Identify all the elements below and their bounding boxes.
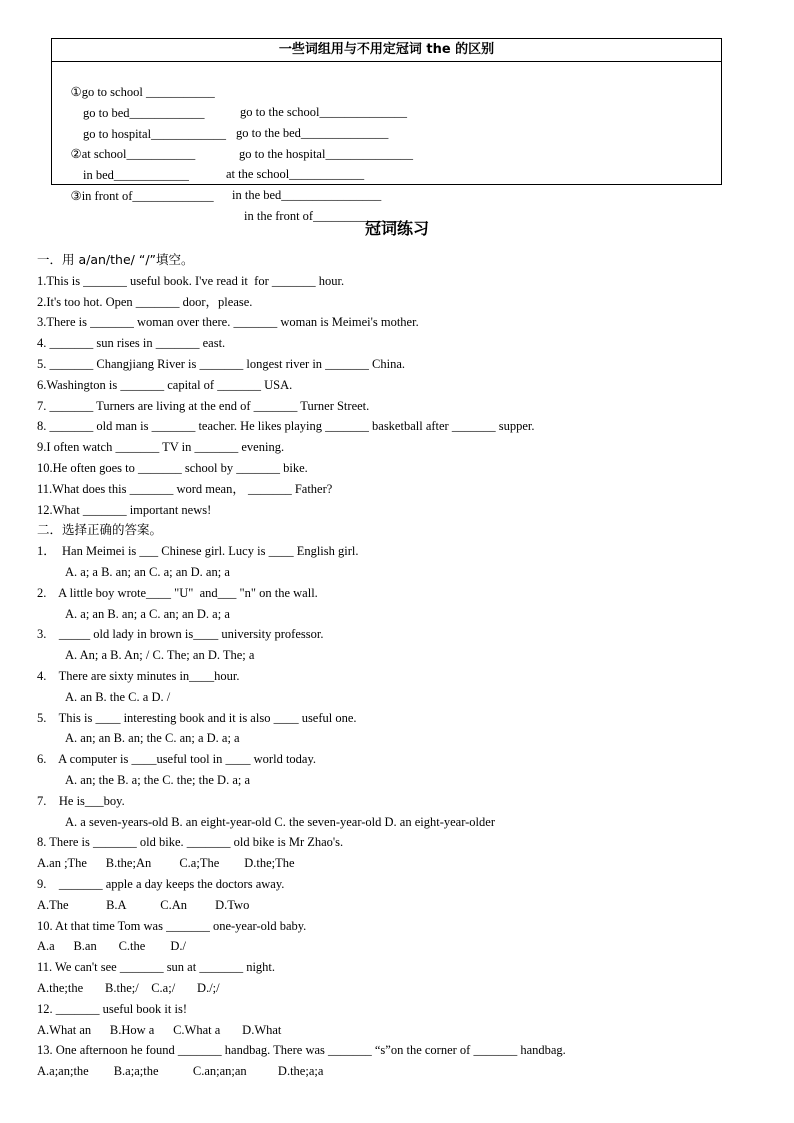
answer-options: A. an; an B. an; the C. an; a D. a; a	[65, 731, 240, 745]
question-item: 8. There is _______ old bike. _______ old bike is Mr Zhao's.	[37, 835, 344, 849]
section-heading: 一．用 a/an/the/ “/”填空。	[37, 252, 194, 267]
table-title: 一些词组用与不用定冠词 the 的区别	[52, 39, 721, 62]
question-item: A.the;the B.the;/ C.a;/ D./;/	[37, 981, 220, 995]
question-item: 12. _______ useful book it is!	[37, 1002, 187, 1016]
question-item: A.a B.an C.the D./	[37, 939, 186, 953]
question-item: 13. One afternoon he found _______ handbag. There was _______ “s”on the corner of _______ handbag.	[37, 1043, 566, 1057]
phrase-with-the: go to the bed______________	[236, 126, 389, 140]
phrase-with-the: in the front of______________	[244, 209, 401, 223]
question-item: 4. _______ sun rises in _______ east.	[37, 336, 226, 350]
answer-options: A. an; the B. a; the C. the; the D. a; a	[65, 773, 251, 787]
question-item: 9.I often watch _______ TV in _______ evening.	[37, 440, 285, 454]
question-item: A.a;an;the B.a;a;the C.an;an;an D.the;a;a	[37, 1064, 324, 1078]
phrase-without-the: ②at school___________	[70, 147, 196, 161]
answer-options: A. An; a B. An; / C. The; an D. The; a	[65, 648, 255, 662]
section-heading: 二．选择正确的答案。	[37, 522, 163, 537]
question-item: 4. There are sixty minutes in____hour.	[37, 669, 240, 683]
question-item: 8. _______ old man is _______ teacher. He likes playing _______ basketball after _______ supper.	[37, 419, 535, 433]
question-item: 3.There is _______ woman over there. _______ woman is Meimei's mother.	[37, 315, 419, 329]
question-item: 2.It's too hot. Open _______ door，please.	[37, 295, 253, 309]
question-item: A.an ;The B.the;An C.a;The D.the;The	[37, 856, 295, 870]
question-item: 5. This is ____ interesting book and it is also ____ useful one.	[37, 711, 357, 725]
answer-options: A. a; a B. an; an C. a; an D. an; a	[65, 565, 230, 579]
question-item: 6. A computer is ____useful tool in ____ world today.	[37, 752, 317, 766]
question-item: A.What an B.How a C.What a D.What	[37, 1023, 282, 1037]
question-item: 7. He is___boy.	[37, 794, 125, 808]
answer-options: A. a seven-years-old B. an eight-year-old C. the seven-year-old D. an eight-year-older	[65, 815, 495, 829]
phrase-comparison-table	[51, 38, 722, 223]
phrase-without-the: go to hospital____________	[70, 127, 227, 141]
answer-options: A. a; an B. an; a C. an; an D. a; a	[65, 607, 230, 621]
question-item: 6.Washington is _______ capital of _______ USA.	[37, 378, 293, 392]
page-title: 冠词练习	[364, 219, 429, 238]
question-item: 12.What _______ important news!	[37, 503, 212, 517]
phrase-with-the: go to the hospital______________	[239, 147, 413, 161]
question-item: 1.This is _______ useful book. I've read it for _______ hour.	[37, 274, 345, 288]
question-item: 11.What does this _______ word mean， _______ Father?	[37, 482, 333, 496]
phrase-with-the: in the bed________________	[232, 188, 382, 202]
question-item: 11. We can't see _______ sun at _______ night.	[37, 960, 276, 974]
question-item: 5. _______ Changjiang River is _______ longest river in _______ China.	[37, 357, 406, 371]
question-item: 3. _____ old lady in brown is____ university professor.	[37, 627, 324, 641]
phrase-with-the: at the school____________	[226, 167, 365, 181]
phrase-without-the: go to bed____________	[70, 106, 205, 120]
question-item: 2. A little boy wrote____ "U" and___ "n" on the wall.	[37, 586, 318, 600]
question-item: A.The B.A C.An D.Two	[37, 898, 250, 912]
question-item: 10. At that time Tom was _______ one-year-old baby.	[37, 919, 307, 933]
question-item: 1． Han Meimei is ___ Chinese girl. Lucy is ____ English girl.	[37, 544, 359, 558]
question-item: 7. _______ Turners are living at the end of _______ Turner Street.	[37, 399, 370, 413]
phrase-without-the: ①go to school ___________	[70, 85, 215, 99]
question-item: 10.He often goes to _______ school by _______ bike.	[37, 461, 308, 475]
question-item: 9. _______ apple a day keeps the doctors away.	[37, 877, 285, 891]
phrase-with-the: go to the school______________	[240, 105, 408, 119]
phrase-without-the: in bed____________	[70, 168, 189, 182]
answer-options: A. an B. the C. a D. /	[65, 690, 171, 704]
phrase-without-the: ③in front of_____________	[70, 189, 214, 203]
